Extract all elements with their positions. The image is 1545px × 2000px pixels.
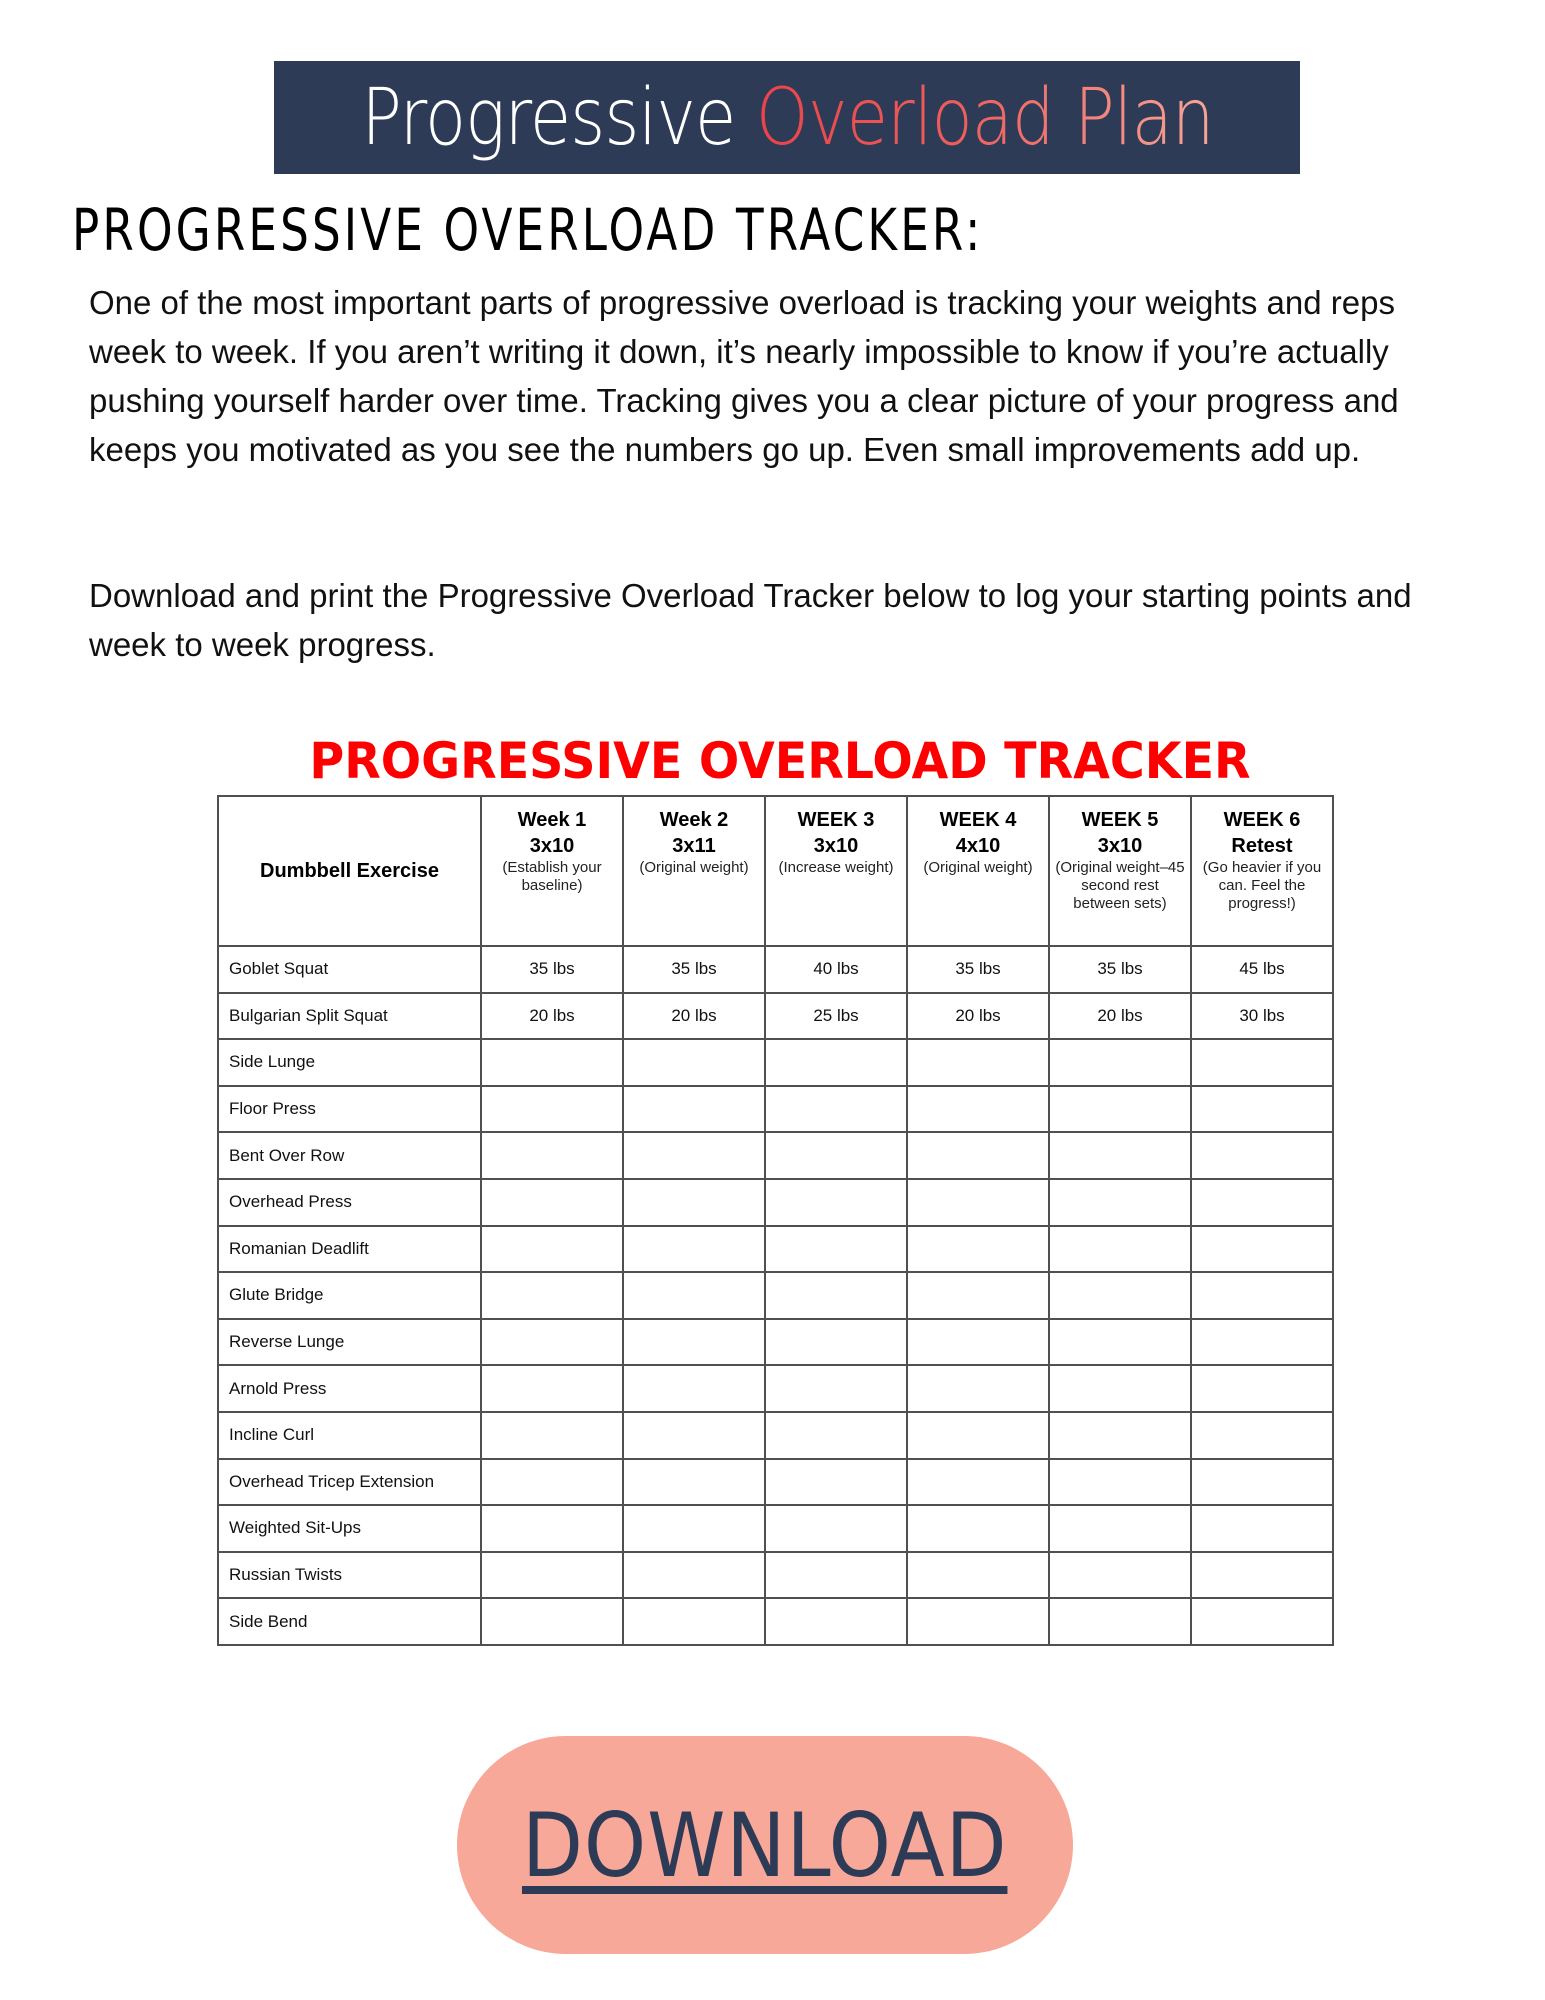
weight-cell[interactable] <box>1191 1552 1333 1599</box>
weight-cell[interactable] <box>1191 1132 1333 1179</box>
week-name: WEEK 4 <box>939 809 1017 831</box>
weight-cell[interactable]: 20 lbs <box>623 993 765 1040</box>
weight-cell[interactable]: 35 lbs <box>481 946 623 993</box>
exercise-name-cell: Goblet Squat <box>218 946 481 993</box>
exercise-column-header: Dumbbell Exercise <box>218 796 481 946</box>
weight-cell[interactable] <box>907 1086 1049 1133</box>
weight-cell[interactable] <box>623 1132 765 1179</box>
tracker-body <box>218 946 1333 1645</box>
weight-cell[interactable] <box>481 1365 623 1412</box>
exercise-name-cell: Floor Press <box>218 1086 481 1133</box>
week-note: (Original weight–45 second rest between sets) <box>1055 859 1185 912</box>
table-row <box>218 1459 1333 1506</box>
table-row <box>218 1505 1333 1552</box>
weight-cell[interactable] <box>1049 1552 1191 1599</box>
weight-cell[interactable] <box>907 1179 1049 1226</box>
weight-cell[interactable]: 25 lbs <box>765 993 907 1040</box>
week-column-header <box>481 796 623 946</box>
exercise-name-cell: Arnold Press <box>218 1365 481 1412</box>
week-note: (Original weight) <box>923 859 1033 876</box>
weight-cell[interactable] <box>1049 1132 1191 1179</box>
weight-cell[interactable] <box>765 1319 907 1366</box>
weight-cell[interactable] <box>623 1179 765 1226</box>
banner-title-part1: Progressive <box>360 72 756 163</box>
exercise-name-cell: Weighted Sit-Ups <box>218 1505 481 1552</box>
weight-cell[interactable] <box>907 1039 1049 1086</box>
weight-cell[interactable] <box>1191 1039 1333 1086</box>
week-note: (Original weight) <box>639 859 749 876</box>
week-name: WEEK 6 <box>1223 809 1301 831</box>
weight-cell[interactable] <box>481 1598 623 1645</box>
weight-cell[interactable] <box>481 1272 623 1319</box>
weight-cell[interactable] <box>765 1226 907 1273</box>
weight-cell[interactable] <box>907 1319 1049 1366</box>
weight-cell[interactable] <box>1191 1226 1333 1273</box>
download-button-label[interactable]: DOWNLOAD <box>522 1793 1008 1897</box>
week-column-header <box>1191 796 1333 946</box>
weight-cell[interactable] <box>765 1179 907 1226</box>
exercise-name-cell: Side Bend <box>218 1598 481 1645</box>
table-row <box>218 1412 1333 1459</box>
section-heading: PROGRESSIVE OVERLOAD TRACKER: <box>72 196 984 264</box>
table-row <box>218 1039 1333 1086</box>
weight-cell[interactable]: 35 lbs <box>623 946 765 993</box>
tracker-title: PROGRESSIVE OVERLOAD TRACKER <box>309 732 1251 790</box>
weight-cell[interactable] <box>623 1226 765 1273</box>
table-row <box>218 1272 1333 1319</box>
weight-cell[interactable] <box>765 1598 907 1645</box>
weight-cell[interactable] <box>481 1552 623 1599</box>
weight-cell[interactable] <box>1049 1598 1191 1645</box>
table-row <box>218 1365 1333 1412</box>
weight-cell[interactable] <box>623 1412 765 1459</box>
weight-cell[interactable] <box>1049 1365 1191 1412</box>
weight-cell[interactable] <box>1049 1412 1191 1459</box>
tracker-header-row <box>218 796 1333 946</box>
weight-cell[interactable] <box>623 1319 765 1366</box>
table-row <box>218 1179 1333 1226</box>
weight-cell[interactable] <box>1049 1272 1191 1319</box>
intro-paragraph: One of the most important parts of progressive overload is tracking your weights and reps week to week. If you aren’t writing it down, it’s nearly impossible to know if you’re actually pushing yourself harder over time. Tracking gives you a clear picture of your progress and keeps you motivated as you see the numbers go up. Even small improvements add up. <box>89 284 1399 468</box>
weight-cell[interactable]: 35 lbs <box>907 946 1049 993</box>
weight-cell[interactable] <box>1191 1505 1333 1552</box>
weight-cell[interactable] <box>1191 1086 1333 1133</box>
header-banner <box>274 61 1300 174</box>
download-button[interactable] <box>457 1736 1073 1954</box>
weight-cell[interactable] <box>1049 1459 1191 1506</box>
weight-cell[interactable] <box>481 1505 623 1552</box>
weight-cell[interactable] <box>623 1365 765 1412</box>
week-sets: 3x11 <box>672 835 716 857</box>
weight-cell[interactable] <box>481 1179 623 1226</box>
weight-cell[interactable] <box>623 1552 765 1599</box>
weight-cell[interactable]: 20 lbs <box>907 993 1049 1040</box>
weight-cell[interactable] <box>1191 1319 1333 1366</box>
weight-cell[interactable] <box>623 1459 765 1506</box>
weight-cell[interactable] <box>765 1459 907 1506</box>
weight-cell[interactable] <box>481 1086 623 1133</box>
week-sets: 3x10 <box>529 835 575 857</box>
table-row <box>218 1319 1333 1366</box>
weight-cell[interactable] <box>1049 1226 1191 1273</box>
weight-cell[interactable] <box>907 1272 1049 1319</box>
weight-cell[interactable] <box>1049 1086 1191 1133</box>
week-name: Week 1 <box>517 809 587 831</box>
weight-cell[interactable] <box>481 1039 623 1086</box>
weight-cell[interactable] <box>907 1365 1049 1412</box>
table-row <box>218 1226 1333 1273</box>
weight-cell[interactable] <box>765 1365 907 1412</box>
weight-cell[interactable] <box>623 1505 765 1552</box>
exercise-name-cell: Reverse Lunge <box>218 1319 481 1366</box>
week-column-header <box>1049 796 1191 946</box>
week-column-header <box>623 796 765 946</box>
week-name: Week 2 <box>659 809 729 831</box>
week-name: WEEK 5 <box>1081 809 1159 831</box>
weight-cell[interactable] <box>1191 1412 1333 1459</box>
weight-cell[interactable] <box>907 1459 1049 1506</box>
weight-cell[interactable] <box>765 1505 907 1552</box>
weight-cell[interactable]: 20 lbs <box>481 993 623 1040</box>
weight-cell[interactable] <box>907 1412 1049 1459</box>
weight-cell[interactable] <box>1049 1505 1191 1552</box>
weight-cell[interactable] <box>623 1086 765 1133</box>
banner-title <box>361 73 1213 163</box>
week-sets: 3x10 <box>1097 835 1143 857</box>
week-sets: Retest <box>1231 835 1293 857</box>
weight-cell[interactable] <box>1191 1598 1333 1645</box>
weight-cell[interactable] <box>1049 1319 1191 1366</box>
week-note: (Go heavier if you can. Feel the progress!) <box>1202 859 1322 912</box>
weight-cell[interactable] <box>907 1552 1049 1599</box>
weight-cell[interactable] <box>765 1412 907 1459</box>
weight-cell[interactable] <box>907 1226 1049 1273</box>
weight-cell[interactable] <box>1191 1179 1333 1226</box>
weight-cell[interactable] <box>1191 1272 1333 1319</box>
weight-cell[interactable] <box>481 1132 623 1179</box>
weight-cell[interactable] <box>481 1319 623 1366</box>
weight-cell[interactable]: 20 lbs <box>1049 993 1191 1040</box>
table-row <box>218 1598 1333 1645</box>
weight-cell[interactable]: 40 lbs <box>765 946 907 993</box>
weight-cell[interactable] <box>481 1412 623 1459</box>
exercise-name-cell: Overhead Press <box>218 1179 481 1226</box>
exercise-name-cell: Overhead Tricep Extension <box>218 1459 481 1506</box>
exercise-name-cell: Bulgarian Split Squat <box>218 993 481 1040</box>
weight-cell[interactable]: 30 lbs <box>1191 993 1333 1040</box>
weight-cell[interactable] <box>623 1598 765 1645</box>
table-row <box>218 993 1333 1040</box>
weight-cell[interactable] <box>623 1272 765 1319</box>
exercise-name-cell: Russian Twists <box>218 1552 481 1599</box>
weight-cell[interactable] <box>1049 1039 1191 1086</box>
weight-cell[interactable] <box>765 1039 907 1086</box>
tracker-table <box>217 795 1334 1646</box>
week-name: WEEK 3 <box>797 809 875 831</box>
week-note: (Establish your baseline) <box>502 859 602 894</box>
table-row <box>218 1132 1333 1179</box>
weight-cell[interactable] <box>481 1226 623 1273</box>
weight-cell[interactable] <box>1191 1365 1333 1412</box>
weight-cell[interactable] <box>765 1552 907 1599</box>
week-sets: 4x10 <box>955 835 1001 857</box>
banner-title-accent: Overload Plan <box>755 72 1214 163</box>
table-row <box>218 1086 1333 1133</box>
weight-cell[interactable]: 35 lbs <box>1049 946 1191 993</box>
weight-cell[interactable] <box>765 1132 907 1179</box>
weight-cell[interactable] <box>481 1459 623 1506</box>
exercise-name-cell: Glute Bridge <box>218 1272 481 1319</box>
download-instructions: Download and print the Progressive Overload Tracker below to log your starting points and week to week progress. <box>89 577 1412 663</box>
weight-cell[interactable] <box>1191 1459 1333 1506</box>
exercise-name-cell: Romanian Deadlift <box>218 1226 481 1273</box>
table-row <box>218 946 1333 993</box>
week-column-header <box>907 796 1049 946</box>
weight-cell[interactable] <box>907 1598 1049 1645</box>
week-note: (Increase weight) <box>778 859 894 876</box>
weight-cell[interactable] <box>1049 1179 1191 1226</box>
weight-cell[interactable]: 45 lbs <box>1191 946 1333 993</box>
weight-cell[interactable] <box>765 1086 907 1133</box>
weight-cell[interactable] <box>907 1132 1049 1179</box>
exercise-name-cell: Bent Over Row <box>218 1132 481 1179</box>
week-column-header <box>765 796 907 946</box>
weight-cell[interactable] <box>765 1272 907 1319</box>
weight-cell[interactable] <box>907 1505 1049 1552</box>
exercise-name-cell: Side Lunge <box>218 1039 481 1086</box>
weight-cell[interactable] <box>623 1039 765 1086</box>
table-row <box>218 1552 1333 1599</box>
week-sets: 3x10 <box>813 835 859 857</box>
exercise-name-cell: Incline Curl <box>218 1412 481 1459</box>
